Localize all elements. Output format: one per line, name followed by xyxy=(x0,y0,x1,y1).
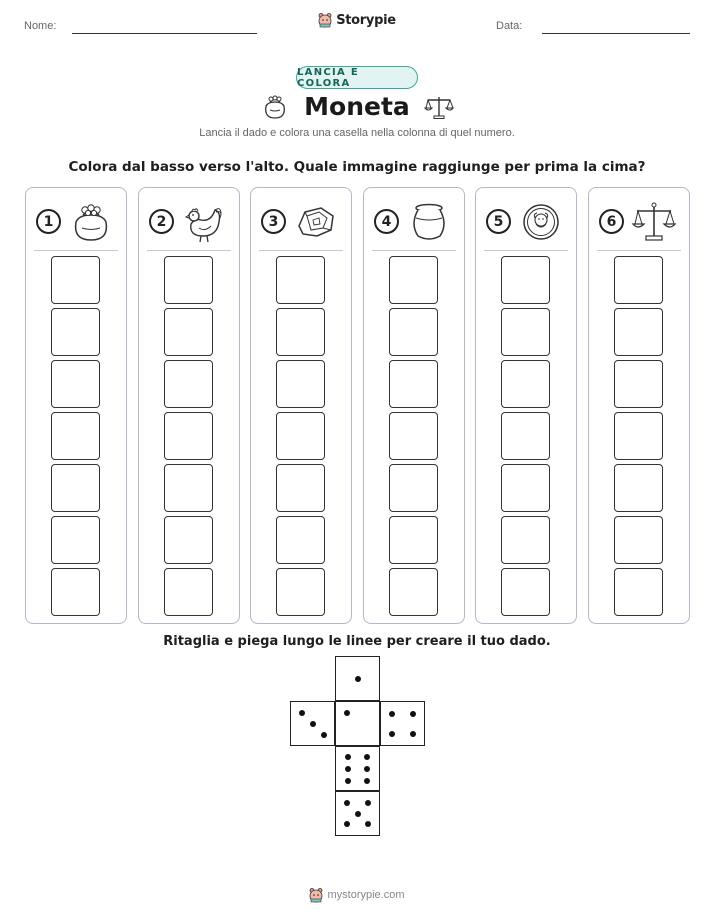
footer xyxy=(0,887,714,903)
color-box[interactable] xyxy=(164,308,213,356)
column-3 xyxy=(250,187,352,624)
color-box[interactable] xyxy=(614,360,663,408)
color-box[interactable] xyxy=(276,256,325,304)
color-box[interactable] xyxy=(389,568,438,616)
dice-pip xyxy=(345,778,351,784)
color-box[interactable] xyxy=(276,464,325,512)
color-box[interactable] xyxy=(51,360,100,408)
dice-pip xyxy=(365,800,371,806)
column-divider xyxy=(147,250,231,251)
color-box[interactable] xyxy=(389,516,438,564)
color-box[interactable] xyxy=(276,568,325,616)
instruction: Colora dal basso verso l'alto. Quale immagine raggiunge per prima la cima? xyxy=(68,159,646,175)
dice-pip xyxy=(299,710,305,716)
column-number: 5 xyxy=(486,209,511,234)
column-2 xyxy=(138,187,240,624)
dice-pip xyxy=(344,800,350,806)
column-4 xyxy=(363,187,465,624)
date-line[interactable] xyxy=(542,33,690,34)
color-box[interactable] xyxy=(501,256,550,304)
column-header xyxy=(139,196,239,248)
color-box[interactable] xyxy=(276,308,325,356)
color-box[interactable] xyxy=(501,308,550,356)
color-box[interactable] xyxy=(614,464,663,512)
color-box[interactable] xyxy=(51,464,100,512)
color-box[interactable] xyxy=(276,360,325,408)
dice-face-5 xyxy=(335,791,380,836)
color-box[interactable] xyxy=(51,256,100,304)
dice-pip xyxy=(355,811,361,817)
column-divider xyxy=(372,250,456,251)
cut-instruction: Ritaglia e piega lungo le linee per creare il tuo dado. xyxy=(163,634,551,649)
column-number: 6 xyxy=(599,209,624,234)
color-box[interactable] xyxy=(51,516,100,564)
money-bag-icon xyxy=(68,200,114,244)
column-1 xyxy=(25,187,127,624)
color-box[interactable] xyxy=(614,568,663,616)
page-title: Moneta xyxy=(304,92,410,121)
dice-pip xyxy=(345,766,351,772)
storypie-mascot-icon xyxy=(309,887,323,903)
dice-pip xyxy=(345,754,351,760)
dice-pip xyxy=(355,676,361,682)
color-box[interactable] xyxy=(389,412,438,460)
color-box[interactable] xyxy=(51,568,100,616)
color-box[interactable] xyxy=(276,412,325,460)
dice-pip xyxy=(389,711,395,717)
dice-face-6 xyxy=(335,746,380,791)
dice-pip xyxy=(310,721,316,727)
color-box[interactable] xyxy=(501,360,550,408)
color-box[interactable] xyxy=(614,308,663,356)
color-box[interactable] xyxy=(614,412,663,460)
coin-icon xyxy=(518,200,564,244)
hen-icon xyxy=(181,200,227,244)
color-box[interactable] xyxy=(51,308,100,356)
color-box[interactable] xyxy=(164,568,213,616)
dice-face-1-center xyxy=(335,701,380,746)
color-box[interactable] xyxy=(389,360,438,408)
storypie-mascot-icon xyxy=(318,12,332,28)
column-number: 4 xyxy=(374,209,399,234)
column-header xyxy=(26,196,126,248)
column-divider xyxy=(34,250,118,251)
color-box[interactable] xyxy=(501,516,550,564)
brand-logo xyxy=(0,12,714,28)
footer-url[interactable]: mystorypie.com xyxy=(327,889,405,901)
color-box[interactable] xyxy=(389,464,438,512)
color-box[interactable] xyxy=(501,568,550,616)
pot-icon xyxy=(406,200,452,244)
dice-face-3 xyxy=(290,701,335,746)
dice-pip xyxy=(410,711,416,717)
color-box[interactable] xyxy=(614,256,663,304)
color-box[interactable] xyxy=(614,516,663,564)
dice-pip xyxy=(364,778,370,784)
color-box[interactable] xyxy=(276,516,325,564)
brand-name: Storypie xyxy=(336,12,396,28)
activity-tag: LANCIA E COLORA xyxy=(296,66,418,89)
dice-pip xyxy=(410,731,416,737)
column-header xyxy=(476,196,576,248)
dice-pip xyxy=(344,710,350,716)
column-header xyxy=(364,196,464,248)
color-box[interactable] xyxy=(389,308,438,356)
column-number: 1 xyxy=(36,209,61,234)
color-box[interactable] xyxy=(164,464,213,512)
dice-face-4 xyxy=(380,701,425,746)
dice-pip xyxy=(365,821,371,827)
subtitle: Lancia il dado e colora una casella nella colonna di quel numero. xyxy=(199,127,515,139)
column-header xyxy=(251,196,351,248)
name-label: Nome: xyxy=(24,20,57,32)
dice-face-1 xyxy=(335,656,380,701)
date-label: Data: xyxy=(496,20,523,32)
color-box[interactable] xyxy=(501,412,550,460)
color-box[interactable] xyxy=(501,464,550,512)
column-6 xyxy=(588,187,690,624)
column-divider xyxy=(484,250,568,251)
column-number: 3 xyxy=(261,209,286,234)
color-box[interactable] xyxy=(164,360,213,408)
dice-pip xyxy=(364,754,370,760)
money-bag-icon xyxy=(260,94,290,120)
scale-icon xyxy=(424,94,454,120)
dice-pip xyxy=(389,731,395,737)
dice-pip xyxy=(344,821,350,827)
color-box[interactable] xyxy=(164,412,213,460)
color-box[interactable] xyxy=(51,412,100,460)
dice-pip xyxy=(321,732,327,738)
column-number: 2 xyxy=(149,209,174,234)
dice-pip xyxy=(364,766,370,772)
column-5 xyxy=(475,187,577,624)
color-box[interactable] xyxy=(389,256,438,304)
name-line[interactable] xyxy=(72,33,257,34)
color-box[interactable] xyxy=(164,516,213,564)
gold-nugget-icon xyxy=(293,200,339,244)
color-box[interactable] xyxy=(164,256,213,304)
column-header xyxy=(589,196,689,248)
column-divider xyxy=(259,250,343,251)
column-divider xyxy=(597,250,681,251)
scale-icon xyxy=(631,200,677,244)
